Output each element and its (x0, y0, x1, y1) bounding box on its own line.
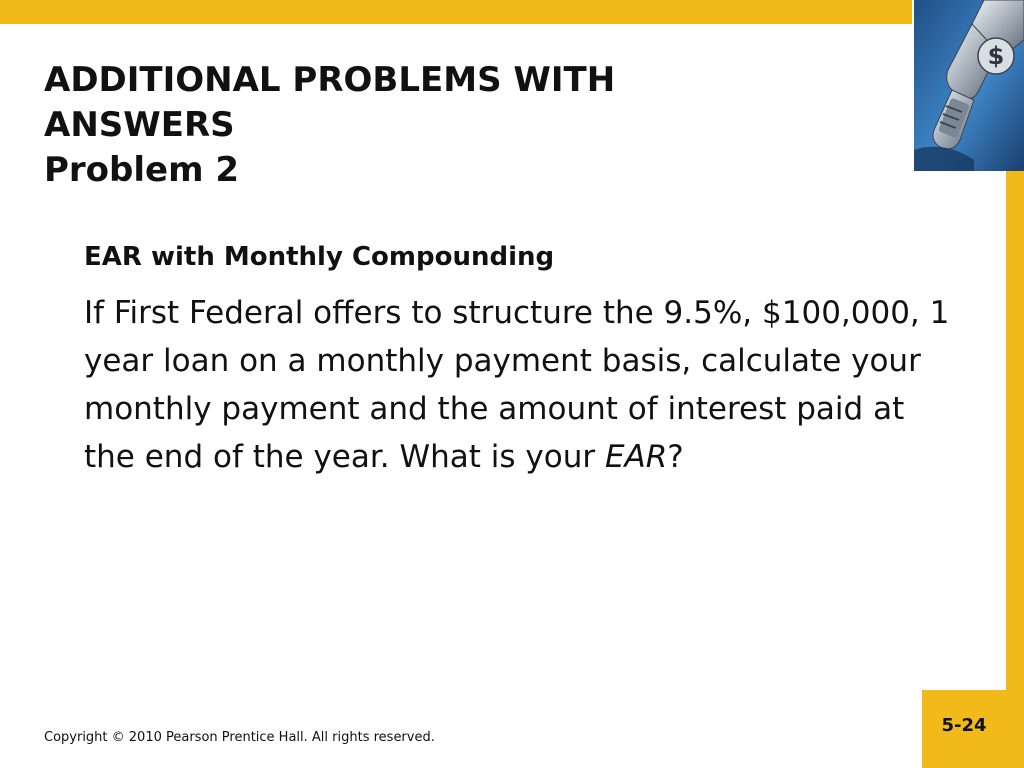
top-accent-bar (0, 0, 1024, 24)
title-line-3: Problem 2 (44, 150, 240, 190)
page-number-box (922, 690, 1006, 768)
wrench-dollar-icon (914, 0, 1024, 171)
slide-title (44, 58, 884, 193)
page-number: 5-24 (941, 715, 987, 736)
copyright-footer: Copyright © 2010 Pearson Prentice Hall. All rights reserved. (44, 730, 435, 745)
problem-statement (84, 289, 964, 481)
svg-text:$: $ (987, 42, 1005, 70)
wrench-dollar-image (912, 0, 1024, 171)
ear-emphasis: EAR (604, 439, 668, 475)
title-line-1: ADDITIONAL PROBLEMS WITH (44, 60, 616, 100)
question-mark: ? (667, 439, 684, 475)
problem-subheading: EAR with Monthly Compounding (84, 242, 555, 272)
problem-text: If First Federal offers to structure the 9.5%, $100,000, 1 year loan on a monthly payment basis, calculate your monthly payment and the amount of interest paid at the end of the year. What is your (84, 295, 950, 475)
title-line-2: ANSWERS (44, 105, 235, 145)
